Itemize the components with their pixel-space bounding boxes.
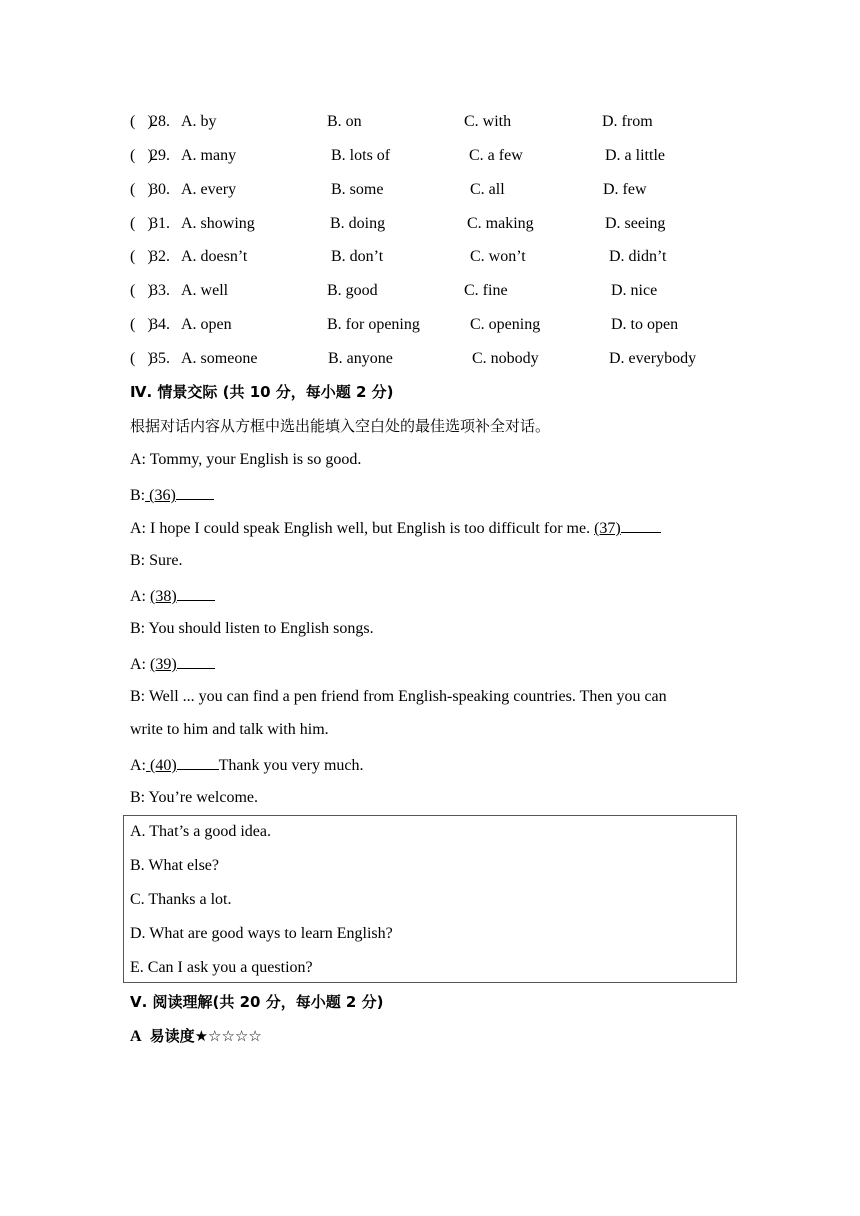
section-4-instruction: 根据对话内容从方框中选出能填入空白处的最佳选项补全对话。 [130,417,551,435]
option-d: D. from [602,113,653,130]
choice-row-31 [130,213,750,235]
option-b: B. for opening [327,316,420,333]
dialogue-text: A: I hope I could speak English well, but English is too difficult for me. [130,520,595,537]
speaker: A: [130,588,150,605]
question-number: 34. [150,316,170,333]
option-d: D. everybody [609,350,697,367]
option-b: B. anyone [328,350,393,367]
number: 29 [150,147,166,164]
dialogue-line: write to him and talk with him. [130,721,329,738]
blank-38: (38) [150,588,177,605]
section-4-score: (共 10 分，每小题 2 分) [217,383,394,401]
option-a: A. someone [181,350,258,367]
dialogue-line: B: Well ... you can find a pen friend from English-speaking countries. Then you can [130,688,667,705]
choice-row-30 [130,179,750,201]
choice-row-33 [130,280,750,302]
question-number: 31. [150,215,170,232]
difficulty-rating: 易读度★☆☆☆☆ [149,1027,262,1045]
option-c: C. all [470,181,505,198]
box-option-c: C. Thanks a lot. [130,891,232,908]
speaker: A: [130,656,150,673]
option-a: A. many [181,147,237,164]
dialogue-line: A: Tommy, your English is so good. [130,451,362,468]
question-number: 28. [150,113,170,130]
blank-40: (40) [146,757,177,774]
option-a: A. every [181,181,237,198]
blank-line [176,483,214,500]
box-option-e: E. Can I ask you a question? [130,959,313,976]
blank-line [177,652,215,669]
blank-line [177,584,215,601]
answer-paren: ( ) [130,181,153,198]
option-d: D. didn’t [609,248,667,265]
number: 32 [150,248,166,265]
option-c: C. opening [470,316,541,333]
blank-line [621,516,661,533]
option-b: B. some [331,181,384,198]
number: 30 [150,181,166,198]
dialogue-line: B: You should listen to English songs. [130,620,374,637]
option-b: B. on [327,113,362,130]
question-number: 30. [150,181,170,198]
dialogue-line [130,516,661,538]
option-a: A. well [181,282,229,299]
dialogue-line [130,584,215,606]
number: 35 [150,350,166,367]
choice-row-35 [130,348,750,370]
blank-37: (37) [594,520,621,537]
blank-36: (36) [145,487,176,504]
box-option-a: A. That’s a good idea. [130,823,272,840]
option-d: D. to open [611,316,679,333]
question-number: 29. [150,147,170,164]
dialogue-line [130,652,215,674]
question-number: 32. [150,248,170,265]
dialogue-text: Thank you very much. [218,757,364,774]
answer-paren: ( ) [130,248,153,265]
section-5-title [130,991,383,1013]
reading-part-label [130,1025,262,1047]
box-option-b: B. What else? [130,857,220,874]
speaker: A: [130,757,146,774]
option-d: D. nice [611,282,658,299]
choice-row-29 [130,145,750,167]
answer-paren: ( ) [130,147,153,164]
option-c: C. making [467,215,534,232]
option-d: D. few [603,181,647,198]
option-a: A. showing [181,215,255,232]
dialogue-line [130,753,364,775]
option-c: C. nobody [472,350,539,367]
answer-paren: ( ) [130,282,153,299]
option-c: C. with [464,113,512,130]
number: 31 [150,215,166,232]
part-letter: A [130,1028,142,1045]
choice-row-28 [130,111,750,133]
option-c: C. won’t [470,248,526,265]
option-b: B. doing [330,215,386,232]
number: 28 [150,113,166,130]
number: 33 [150,282,166,299]
option-b: B. good [327,282,378,299]
answer-paren: ( ) [130,316,153,333]
dialogue-line: B: You’re welcome. [130,789,258,806]
choice-row-32 [130,246,750,268]
option-a: A. doesn’t [181,248,248,265]
answer-paren: ( ) [130,113,153,130]
answer-paren: ( ) [130,350,153,367]
answer-paren: ( ) [130,215,153,232]
question-number: 35. [150,350,170,367]
dialogue-line: B: Sure. [130,552,183,569]
blank-39: (39) [150,656,177,673]
number: 34 [150,316,166,333]
speaker: B: [130,487,146,504]
section-5-heading: Ⅴ. 阅读理解 [130,993,213,1011]
option-b: B. don’t [331,248,384,265]
option-a: A. by [181,113,217,130]
option-a: A. open [181,316,232,333]
section-4-heading: Ⅳ. 情景交际 [130,383,218,401]
box-option-d: D. What are good ways to learn English? [130,925,393,942]
option-c: C. fine [464,282,508,299]
blank-line [177,753,219,770]
question-number: 33. [150,282,170,299]
dialogue-line [130,483,214,505]
section-5-score: (共 20 分，每小题 2 分) [212,993,384,1011]
option-c: C. a few [469,147,523,164]
section-4-title [130,381,394,403]
option-d: D. a little [605,147,665,164]
choice-row-34 [130,314,750,336]
option-d: D. seeing [605,215,666,232]
option-b: B. lots of [331,147,391,164]
options-box [123,815,737,983]
